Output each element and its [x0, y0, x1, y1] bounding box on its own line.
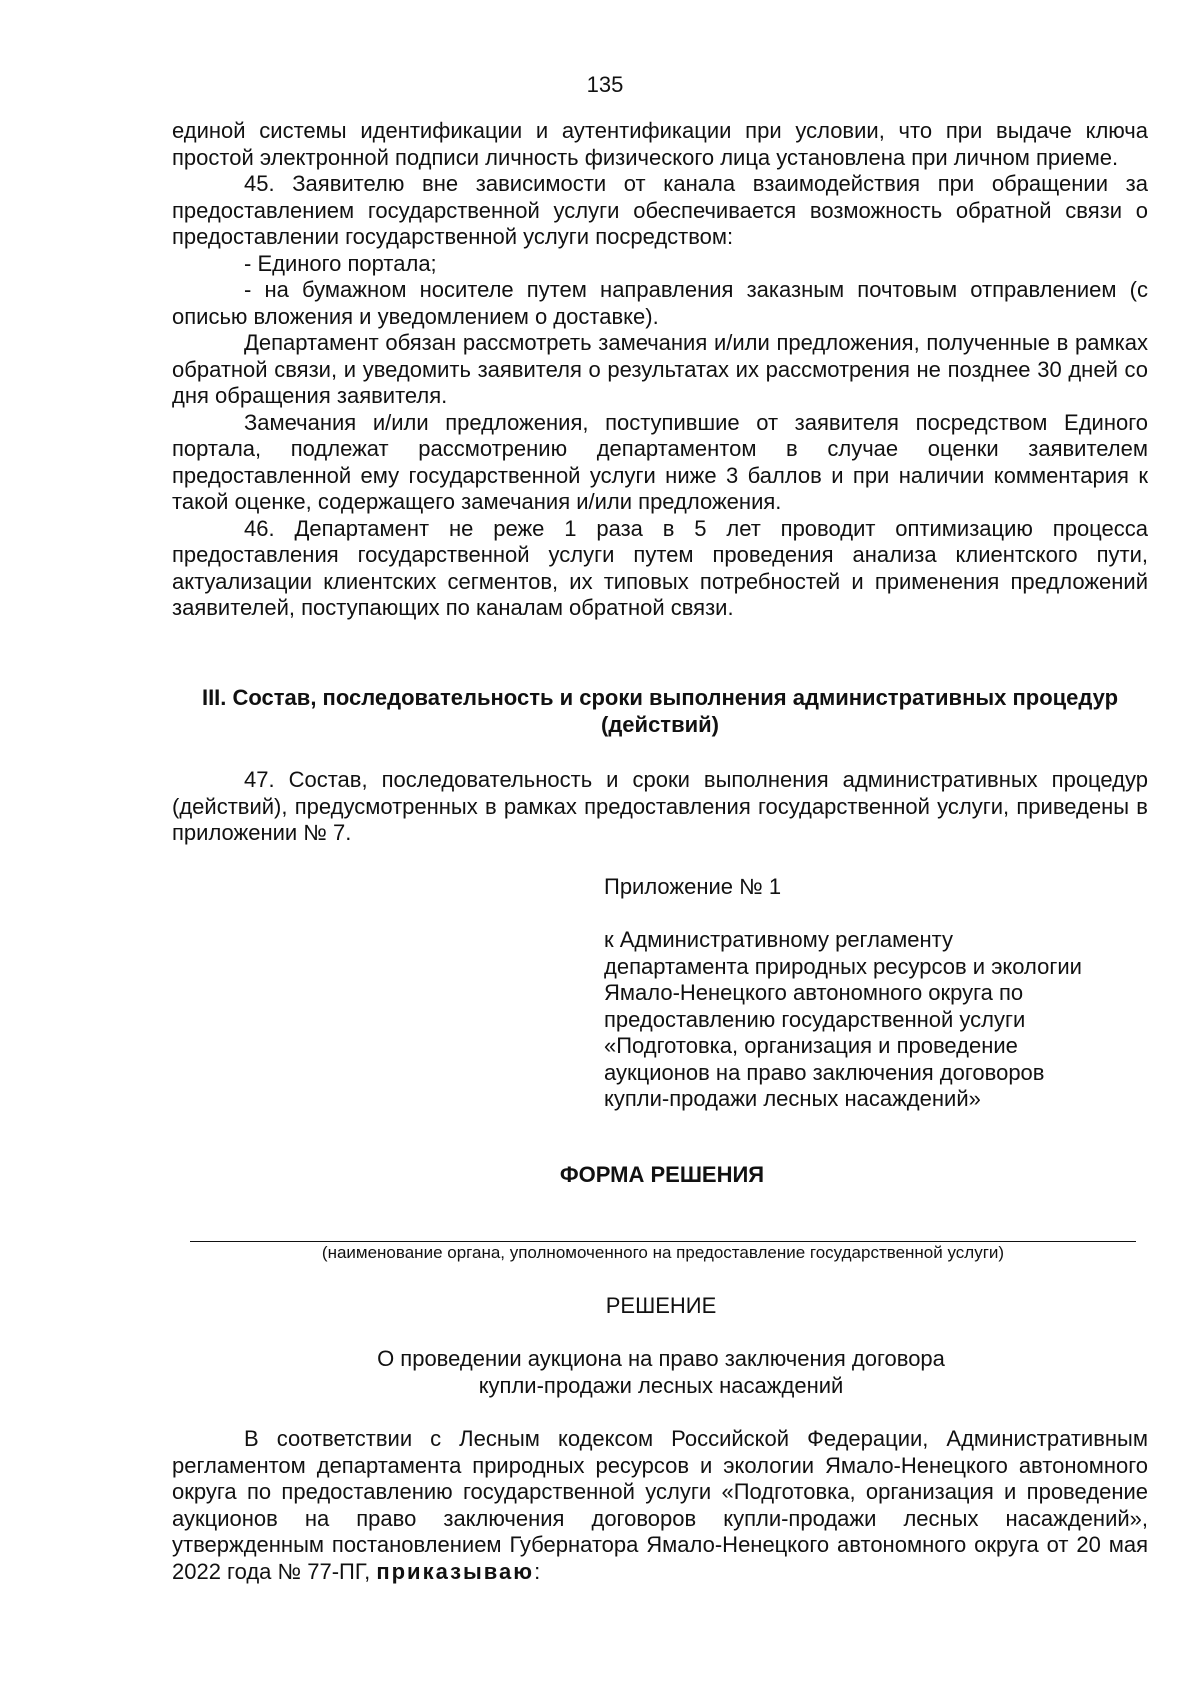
list-item-portal: - Единого портала; — [244, 250, 437, 276]
list-item-paper: - на бумажном носителе путем направления заказным почтовым отправлением (с описью вложения и уведомлением о доставке). — [172, 277, 1148, 329]
paragraph-department-obligation: Департамент обязан рассмотреть замечания и/или предложения, полученные в рамках обратной связи, и уведомить заявителя о результатах их рассмотрения не позднее 30 дней со дня обращения заявителя. — [172, 330, 1148, 408]
paragraph-46: 46. Департамент не реже 1 раза в 5 лет проводит оптимизацию процесса предоставления государственной услуги путем проведения анализа клиентского пути, актуализации клиентских сегментов, их типовых потребностей и применения предложений заявителей, поступающих по каналам обратной связи. — [172, 515, 1148, 620]
order-word: приказываю — [376, 1558, 535, 1584]
form-title: ФОРМА РЕШЕНИЯ — [559, 1162, 765, 1187]
final-paragraph-text: В соответствии с Лесным кодексом Российской Федерации, Административным регламентом департамента природных ресурсов и экологии Ямало-Ненецкого автономного округа по предоставлению государственной услуги «Подготовка, организация и проведение аукционов на право заключения договоров купли-продажи лесных насаждений», утвержденным постановлением Губернатора Ямало-Ненецкого автономного округа от 20 мая 2022 года № 77-ПГ, — [172, 1426, 1148, 1584]
page-number: 135 — [586, 72, 624, 97]
decision-title: РЕШЕНИЕ — [605, 1293, 717, 1318]
appendix-label: Приложение № 1 — [604, 874, 782, 899]
appendix-description: к Административному регламенту департамента природных ресурсов и экологии Ямало-Ненецкого автономного округа по предоставлению государственной услуги «Подготовка, организация и проведение аукционов на право заключения договоров купли-продажи лесных насаждений» — [604, 927, 1082, 1111]
paragraph-45: 45. Заявителю вне зависимости от канала взаимодействия при обращении за предоставлением государственной услуги обеспечивается возможность обратной связи о предоставлении государственной услуги посредством: — [172, 171, 1148, 249]
paragraph-remarks: Замечания и/или предложения, поступившие от заявителя посредством Единого портала, подлежат рассмотрению департаментом в случае оценки заявителем предоставленной ему государственной услуги ниже 3 баллов и при наличии комментария к такой оценке, содержащего замечания и/или предложения. — [172, 409, 1148, 514]
authority-caption: (наименование органа, уполномоченного на предоставление государственной услуги) — [321, 1243, 1005, 1262]
decision-subject: О проведении аукциона на право заключения договора купли-продажи лесных насаждений — [377, 1346, 945, 1398]
final-paragraph-ending: : — [534, 1558, 541, 1584]
final-paragraph — [172, 1426, 1148, 1585]
final-paragraph-block — [172, 1426, 1148, 1585]
section-heading: III. Состав, последовательность и сроки выполнения административных процедур (действий) — [201, 685, 1119, 737]
paragraph-47: 47. Состав, последовательность и сроки выполнения административных процедур (действий), предусмотренных в рамках предоставления государственной услуги, приведены в приложении № 7. — [172, 767, 1148, 845]
authority-name-line — [190, 1241, 1136, 1242]
top-text-block — [172, 118, 1148, 622]
paragraph-47-block — [172, 767, 1148, 847]
paragraph-continuation: единой системы идентификации и аутентификации при условии, что при выдаче ключа простой электронной подписи личность физического лица установлена при личном приеме. — [172, 118, 1148, 170]
appendix-description-block — [604, 927, 1164, 1113]
